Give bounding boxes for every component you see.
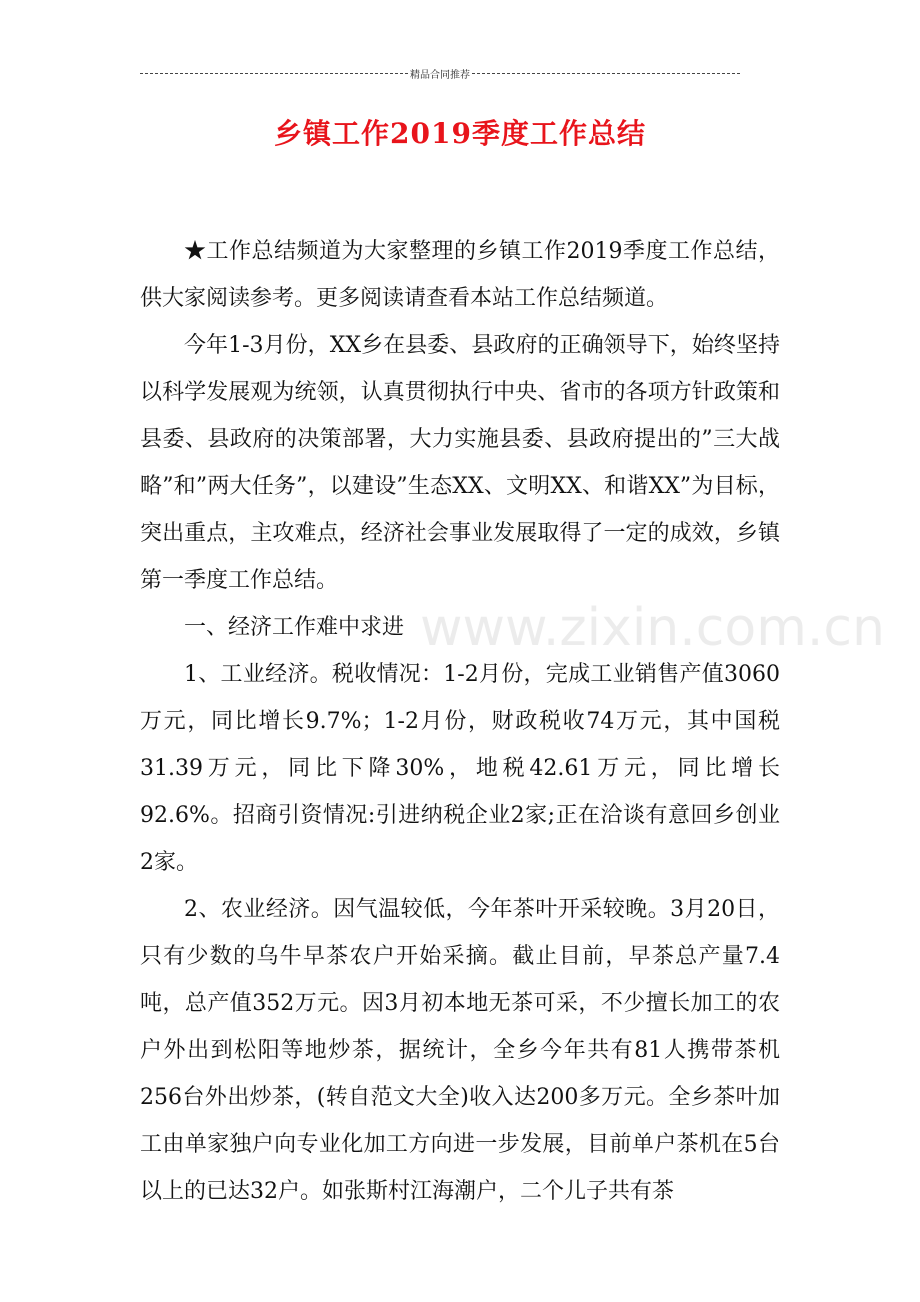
paragraph-agriculture: 2、农业经济。因气温较低，今年茶叶开采较晚。3月20日，只有少数的乌牛早茶农户开始采摘。截止目前，早茶总产量7.4吨，总产值352万元。因3月初本地无茶可采，不少擅长加工的农户外出到松阳等地炒茶，据统计，全乡今年共有81人携带茶机256台外出炒茶，(转自范文大全)收入达200多万元。全乡茶叶加工由单家独户向专业化加工方向进一步发展，目前单户茶机在5台以上的已达32户。如张斯村江海潮户，二个儿子共有茶: [140, 897, 780, 1204]
paragraph-intro: ★工作总结频道为大家整理的乡镇工作2019季度工作总结，供大家阅读参考。更多阅读请查看本站工作总结频道。: [140, 239, 780, 311]
paragraph-industry: 1、工业经济。税收情况：1-2月份，完成工业销售产值3060万元，同比增长9.7%；1-2月份，财政税收74万元，其中国税31.39万元，同比下降30%，地税42.61万元，同比增长92.6%。招商引资情况:引进纳税企业2家;正在洽谈有意回乡创业2家。: [140, 662, 780, 875]
header-dash-left: [140, 73, 408, 74]
page-header: [140, 66, 740, 81]
paragraph-overview: 今年1-3月份，XX乡在县委、县政府的正确领导下，始终坚持以科学发展观为统领，认真贯彻执行中央、省市的各项方针政策和县委、县政府的决策部署，大力实施县委、县政府提出的”三大战略”和”两大任务”，以建设”生态XX、文明XX、和谐XX”为目标，突出重点，主攻难点，经济社会事业发展取得了一定的成效，乡镇第一季度工作总结。: [140, 333, 780, 593]
watermark: www.zixin.com.cn: [420, 598, 885, 658]
header-label: 精品合同推荐: [410, 70, 470, 81]
document-body: [140, 228, 780, 1215]
section-heading: 一、经济工作难中求进: [184, 615, 405, 640]
document-title: 乡镇工作2019季度工作总结: [274, 117, 646, 150]
header-dash-right: [472, 73, 740, 74]
